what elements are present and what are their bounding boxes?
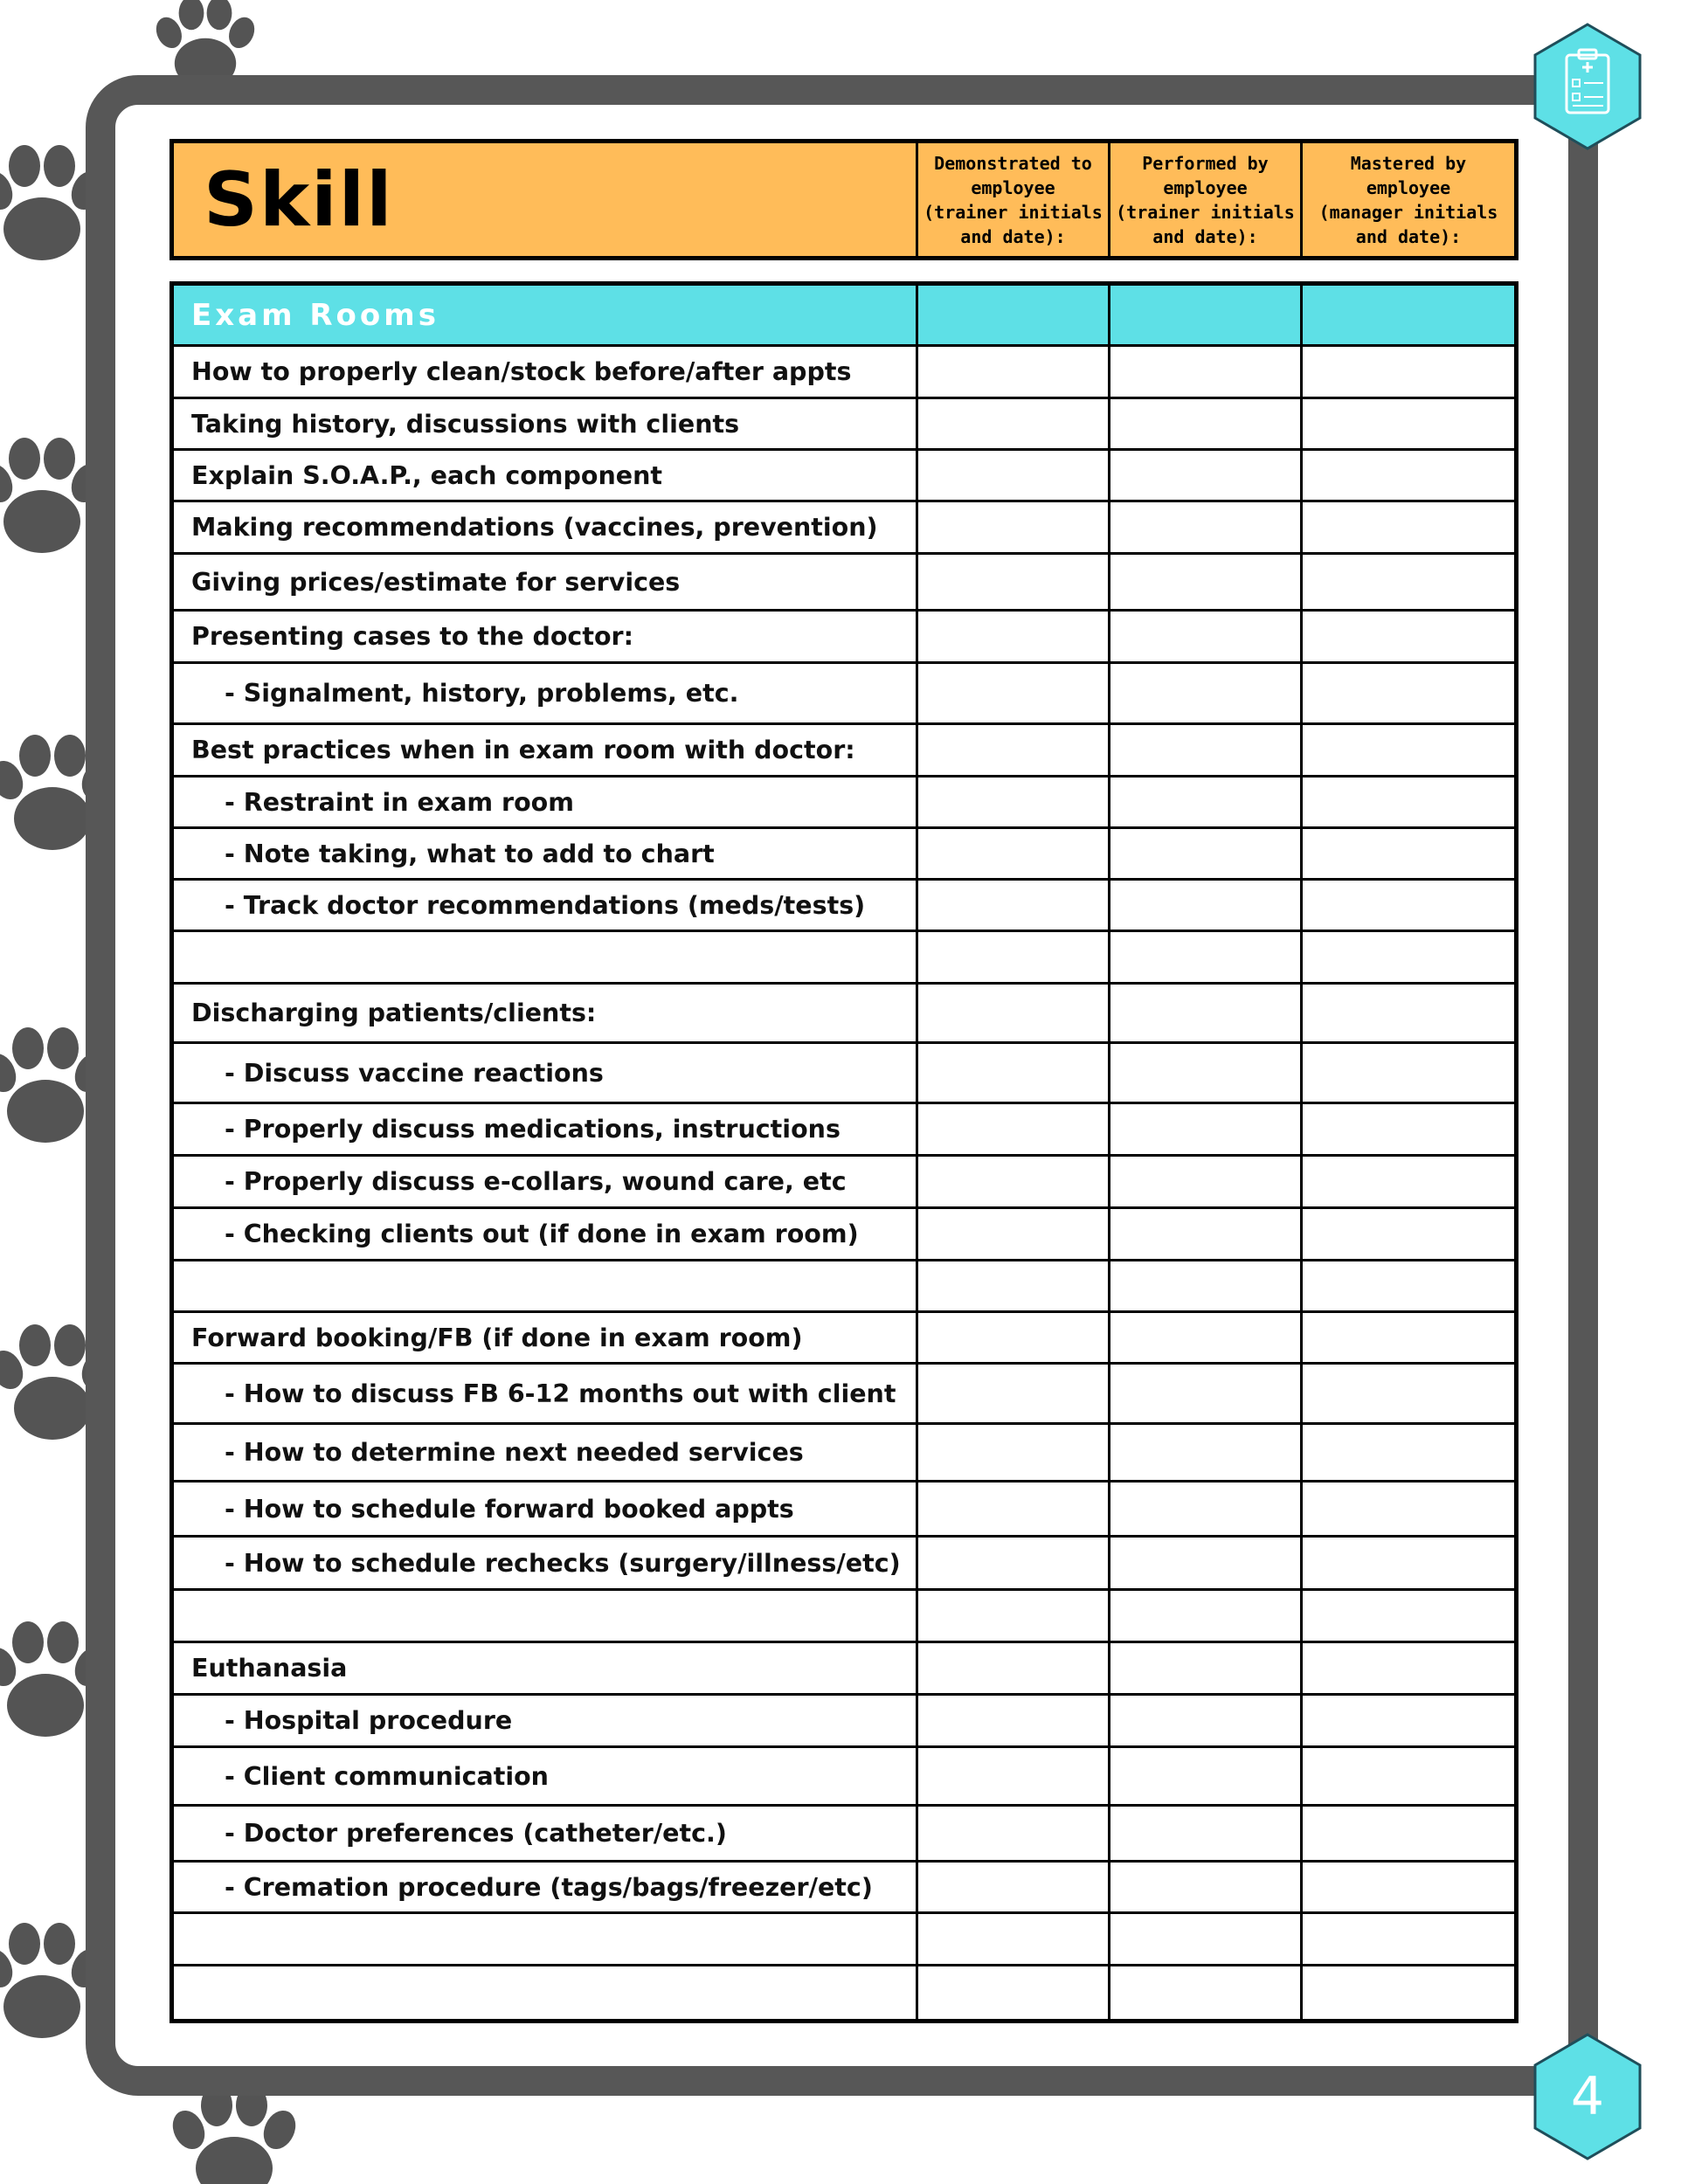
table-row	[174, 1044, 1514, 1104]
table-row	[174, 1591, 1514, 1643]
table-row	[174, 725, 1514, 778]
signoff-cell[interactable]	[918, 829, 1110, 878]
skill-label: Explain S.O.A.P., each component	[174, 451, 918, 500]
signoff-cell[interactable]	[1110, 1643, 1303, 1693]
table-row	[174, 612, 1514, 664]
skill-title: Skill	[204, 156, 394, 244]
signoff-cell[interactable]	[1303, 1044, 1514, 1102]
signoff-cell[interactable]	[918, 1807, 1110, 1860]
table-row	[174, 1209, 1514, 1261]
signoff-cell[interactable]	[1303, 1966, 1514, 2019]
signoff-cell[interactable]	[1303, 985, 1514, 1041]
signoff-cell[interactable]	[1110, 829, 1303, 878]
signoff-cell[interactable]	[918, 725, 1110, 775]
table-row	[174, 1482, 1514, 1538]
skill-label: - How to discuss FB 6-12 months out with client	[174, 1365, 918, 1422]
signoff-cell[interactable]	[918, 881, 1110, 930]
signoff-cell[interactable]	[918, 1313, 1110, 1362]
table-row	[174, 985, 1514, 1044]
signoff-cell[interactable]	[918, 612, 1110, 661]
column-header-line: Performed by	[1142, 152, 1269, 174]
signoff-cell[interactable]	[918, 451, 1110, 500]
signoff-cell	[918, 286, 1110, 344]
column-header-line: and date):	[960, 225, 1066, 247]
table-row	[174, 1538, 1514, 1591]
skill-label: - Properly discuss e-collars, wound care, etc	[174, 1157, 918, 1206]
signoff-cell[interactable]	[1110, 1044, 1303, 1102]
signoff-cell[interactable]	[918, 1591, 1110, 1641]
signoff-cell[interactable]	[1303, 347, 1514, 397]
signoff-cell[interactable]	[918, 1261, 1110, 1310]
clipboard-medical-icon	[1532, 22, 1643, 151]
section-row-exam-rooms	[174, 286, 1514, 347]
signoff-cell[interactable]	[918, 502, 1110, 552]
table-row	[174, 1914, 1514, 1966]
skill-label	[174, 1914, 918, 1964]
table-row	[174, 1696, 1514, 1748]
signoff-cell[interactable]	[918, 1643, 1110, 1693]
signoff-cell[interactable]	[1110, 1157, 1303, 1206]
signoff-cell[interactable]	[1110, 399, 1303, 448]
table-row	[174, 399, 1514, 451]
table-row	[174, 778, 1514, 829]
signoff-cell[interactable]	[1303, 1748, 1514, 1804]
skill-label: - Checking clients out (if done in exam room)	[174, 1209, 918, 1259]
column-header-line: (trainer initials	[1116, 201, 1295, 223]
signoff-cell[interactable]	[1110, 1104, 1303, 1154]
signoff-cell[interactable]	[918, 1748, 1110, 1804]
table-row	[174, 451, 1514, 502]
signoff-cell[interactable]	[1110, 881, 1303, 930]
skill-label: Euthanasia	[174, 1643, 918, 1693]
column-header-mastered	[1303, 143, 1514, 256]
table-header	[169, 139, 1519, 260]
table-row	[174, 1643, 1514, 1696]
signoff-cell[interactable]	[1303, 1643, 1514, 1693]
table-row	[174, 347, 1514, 399]
column-header-line: (trainer initials	[924, 201, 1103, 223]
skill-label: Giving prices/estimate for services	[174, 555, 918, 609]
signoff-cell[interactable]	[918, 1696, 1110, 1745]
signoff-cell[interactable]	[918, 1044, 1110, 1102]
signoff-cell[interactable]	[1303, 829, 1514, 878]
signoff-cell[interactable]	[1110, 985, 1303, 1041]
signoff-cell[interactable]	[1303, 1538, 1514, 1588]
table-row	[174, 1157, 1514, 1209]
table-row	[174, 932, 1514, 985]
signoff-cell[interactable]	[918, 1863, 1110, 1911]
signoff-cell[interactable]	[918, 1365, 1110, 1422]
signoff-cell[interactable]	[1110, 1425, 1303, 1480]
signoff-cell[interactable]	[1110, 1209, 1303, 1259]
signoff-cell[interactable]	[1303, 1914, 1514, 1964]
signoff-cell[interactable]	[918, 347, 1110, 397]
column-header-line: employee	[1163, 176, 1248, 198]
column-header-line: employee	[971, 176, 1055, 198]
skill-label: Best practices when in exam room with doctor:	[174, 725, 918, 775]
column-header-line: and date):	[1152, 225, 1258, 247]
signoff-cell[interactable]	[1303, 612, 1514, 661]
signoff-cell[interactable]	[1110, 1807, 1303, 1860]
table-row	[174, 1104, 1514, 1157]
signoff-cell[interactable]	[918, 1966, 1110, 2019]
column-header-line: and date):	[1355, 225, 1462, 247]
skill-label: Making recommendations (vaccines, prevention)	[174, 502, 918, 552]
column-header-line: Demonstrated to	[934, 152, 1092, 174]
signoff-cell[interactable]	[1110, 1365, 1303, 1422]
section-title: Exam Rooms	[174, 286, 918, 344]
table-row	[174, 1807, 1514, 1863]
signoff-cell[interactable]	[1303, 502, 1514, 552]
table-row	[174, 1748, 1514, 1807]
skill-label	[174, 932, 918, 982]
signoff-cell[interactable]	[1303, 1313, 1514, 1362]
signoff-cell	[1303, 286, 1514, 344]
signoff-cell[interactable]	[1110, 1591, 1303, 1641]
signoff-cell[interactable]	[918, 985, 1110, 1041]
signoff-cell[interactable]	[1303, 1863, 1514, 1911]
signoff-cell[interactable]	[918, 555, 1110, 609]
skill-label: - Track doctor recommendations (meds/tests)	[174, 881, 918, 930]
skill-label: Discharging patients/clients:	[174, 985, 918, 1041]
signoff-cell[interactable]	[918, 664, 1110, 722]
signoff-cell[interactable]	[1110, 664, 1303, 722]
signoff-cell[interactable]	[1110, 1696, 1303, 1745]
skill-label: - Hospital procedure	[174, 1696, 918, 1745]
signoff-cell[interactable]	[1110, 555, 1303, 609]
signoff-cell[interactable]	[1303, 1807, 1514, 1860]
table-row	[174, 664, 1514, 725]
signoff-cell[interactable]	[918, 1104, 1110, 1154]
table-row	[174, 1261, 1514, 1313]
signoff-cell[interactable]	[918, 1157, 1110, 1206]
signoff-cell[interactable]	[1303, 1209, 1514, 1259]
signoff-cell[interactable]	[918, 1425, 1110, 1480]
signoff-cell[interactable]	[1303, 1157, 1514, 1206]
signoff-cell[interactable]	[1303, 1104, 1514, 1154]
skill-header-cell	[174, 143, 918, 256]
signoff-cell	[1110, 286, 1303, 344]
signoff-cell[interactable]	[918, 1914, 1110, 1964]
signoff-cell[interactable]	[1110, 1261, 1303, 1310]
signoff-cell[interactable]	[1303, 1261, 1514, 1310]
signoff-cell[interactable]	[918, 778, 1110, 826]
skill-label: Forward booking/FB (if done in exam room)	[174, 1313, 918, 1362]
page-number: 4	[1570, 2066, 1605, 2127]
signoff-cell[interactable]	[1303, 932, 1514, 982]
signoff-cell[interactable]	[1303, 1425, 1514, 1480]
signoff-cell[interactable]	[1110, 347, 1303, 397]
skill-label: - How to determine next needed services	[174, 1425, 918, 1480]
signoff-cell[interactable]	[1110, 1482, 1303, 1535]
table-row	[174, 881, 1514, 932]
signoff-cell[interactable]	[918, 932, 1110, 982]
skill-label: Presenting cases to the doctor:	[174, 612, 918, 661]
signoff-cell[interactable]	[1110, 1966, 1303, 2019]
signoff-cell[interactable]	[1110, 1748, 1303, 1804]
skill-label: - Discuss vaccine reactions	[174, 1044, 918, 1102]
skills-table	[169, 281, 1519, 2023]
table-row	[174, 1425, 1514, 1482]
signoff-cell[interactable]	[1303, 664, 1514, 722]
table-row	[174, 1313, 1514, 1365]
skill-label: - Restraint in exam room	[174, 778, 918, 826]
table-row	[174, 1863, 1514, 1914]
signoff-cell[interactable]	[1110, 1313, 1303, 1362]
skill-label: - Doctor preferences (catheter/etc.)	[174, 1807, 918, 1860]
signoff-cell[interactable]	[1303, 725, 1514, 775]
signoff-cell[interactable]	[1303, 399, 1514, 448]
skill-label: - Note taking, what to add to chart	[174, 829, 918, 878]
table-row	[174, 1365, 1514, 1425]
signoff-cell[interactable]	[1303, 1591, 1514, 1641]
signoff-cell[interactable]	[918, 1209, 1110, 1259]
signoff-cell[interactable]	[918, 1482, 1110, 1535]
signoff-cell[interactable]	[1303, 555, 1514, 609]
skill-label: - Cremation procedure (tags/bags/freezer/etc)	[174, 1863, 918, 1911]
paw-print-icon	[167, 2084, 301, 2184]
table-row	[174, 502, 1514, 555]
signoff-cell[interactable]	[1303, 1482, 1514, 1535]
skill-label	[174, 1966, 918, 2019]
signoff-cell[interactable]	[1303, 451, 1514, 500]
column-header-line: Mastered by	[1350, 152, 1467, 174]
signoff-cell[interactable]	[1110, 778, 1303, 826]
skill-label: - How to schedule forward booked appts	[174, 1482, 918, 1535]
signoff-cell[interactable]	[1110, 451, 1303, 500]
signoff-cell[interactable]	[1303, 778, 1514, 826]
table-row	[174, 555, 1514, 612]
signoff-cell[interactable]	[1303, 1365, 1514, 1422]
signoff-cell[interactable]	[918, 1538, 1110, 1588]
table-row	[174, 829, 1514, 881]
signoff-cell[interactable]	[1303, 1696, 1514, 1745]
column-header-line: employee	[1366, 176, 1451, 198]
column-header-demonstrated	[918, 143, 1110, 256]
table-row	[174, 1966, 1514, 2019]
signoff-cell[interactable]	[1303, 881, 1514, 930]
signoff-cell[interactable]	[1110, 612, 1303, 661]
signoff-cell[interactable]	[1110, 932, 1303, 982]
skill-label	[174, 1591, 918, 1641]
skill-label: How to properly clean/stock before/after appts	[174, 347, 918, 397]
skill-label: - How to schedule rechecks (surgery/illness/etc)	[174, 1538, 918, 1588]
column-header-performed	[1110, 143, 1303, 256]
skill-label: - Properly discuss medications, instructions	[174, 1104, 918, 1154]
skill-label: - Client communication	[174, 1748, 918, 1804]
skill-label: Taking history, discussions with clients	[174, 399, 918, 448]
column-header-line: (manager initials	[1318, 201, 1498, 223]
signoff-cell[interactable]	[1110, 1863, 1303, 1911]
skill-label	[174, 1261, 918, 1310]
signoff-cell[interactable]	[1110, 725, 1303, 775]
skill-label: - Signalment, history, problems, etc.	[174, 664, 918, 722]
signoff-cell[interactable]	[1110, 1914, 1303, 1964]
signoff-cell[interactable]	[1110, 502, 1303, 552]
signoff-cell[interactable]	[1110, 1538, 1303, 1588]
signoff-cell[interactable]	[918, 399, 1110, 448]
